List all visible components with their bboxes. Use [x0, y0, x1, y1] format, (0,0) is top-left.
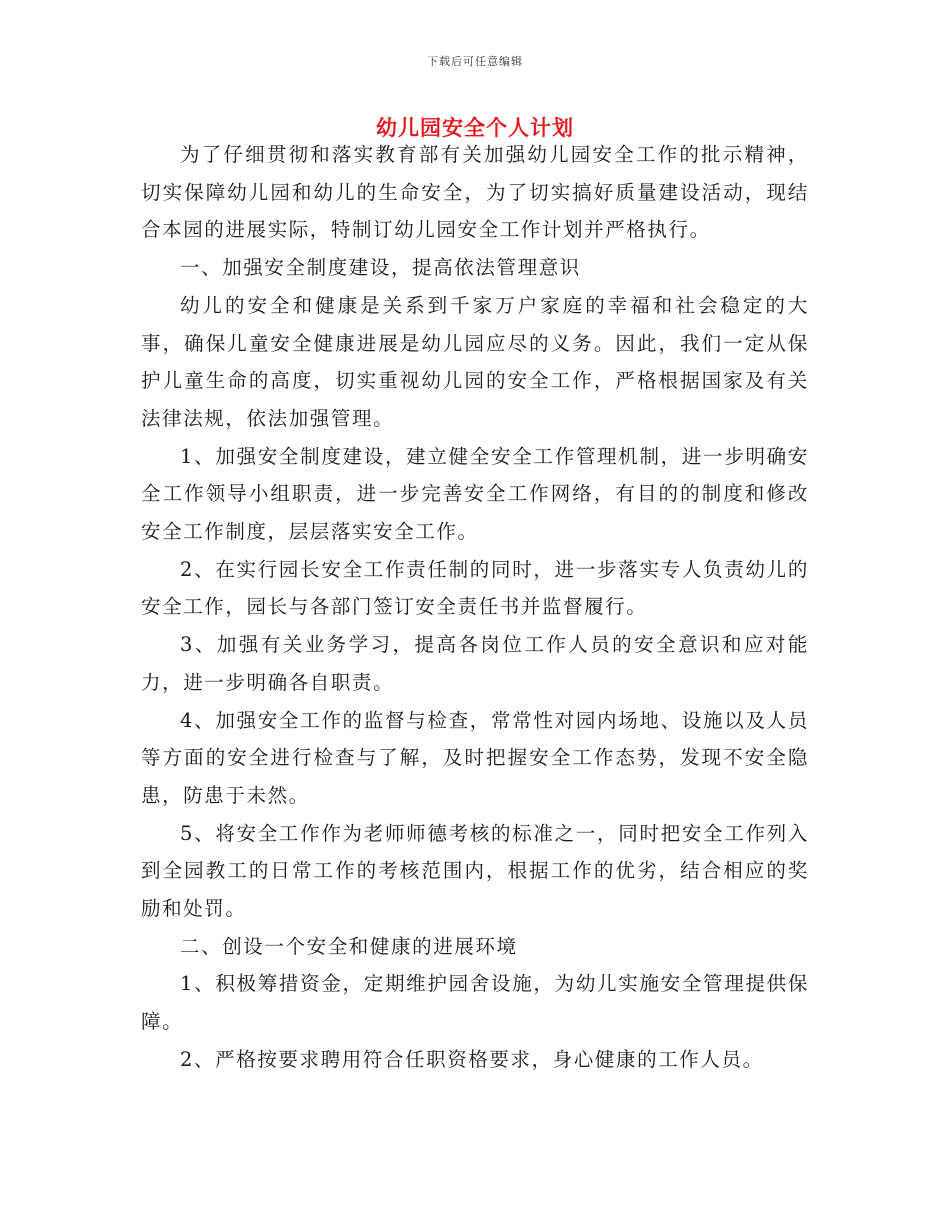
paragraph-intro: 为了仔细贯彻和落实教育部有关加强幼儿园安全工作的批示精神，切实保障幼儿园和幼儿的生命安全，为了切实搞好质量建设活动，现结合本园的进展实际，特制订幼儿园安全工作计划并严格执行。	[141, 143, 809, 242]
list-item: 1、加强安全制度建设，建立健全安全工作管理机制，进一步明确安全工作领导小组职责，进一步完善安全工作网络，有目的的制度和修改安全工作制度，层层落实安全工作。	[141, 444, 809, 544]
list-item: 3、加强有关业务学习，提高各岗位工作人员的安全意识和应对能力，进一步明确各自职责。	[141, 633, 809, 694]
list-item: 4、加强安全工作的监督与检查，常常性对园内场地、设施以及人员等方面的安全进行检查与了解，及时把握安全工作态势，发现不安全隐患，防患于未然。	[141, 708, 809, 807]
document-body	[141, 136, 809, 1079]
document-title: 幼儿园安全个人计划	[376, 115, 574, 140]
list-item: 5、将安全工作作为老师师德考核的标准之一，同时把安全工作列入到全园教工的日常工作的考核范围内，根据工作的优劣，结合相应的奖励和处罚。	[141, 821, 809, 921]
paragraph: 幼儿的安全和健康是关系到千家万户家庭的幸福和社会稳定的大事，确保儿童安全健康进展是幼儿园应尽的义务。因此，我们一定从保护儿童生命的高度，切实重视幼儿园的安全工作，严格根据国家及有关法律法规，依法加强管理。	[141, 293, 809, 430]
list-item: 2、在实行园长安全工作责任制的同时，进一步落实专人负责幼儿的安全工作，园长与各部门签订安全责任书并监督履行。	[141, 557, 809, 619]
section-heading-2: 二、创设一个安全和健康的进展环境	[180, 934, 518, 958]
list-item: 1、积极筹措资金，定期维护园舍设施，为幼儿实施安全管理提供保障。	[141, 972, 809, 1034]
page-header-note: 下载后可任意编辑	[427, 55, 523, 68]
section-heading-1: 一、加强安全制度建设，提高依法管理意识	[180, 256, 581, 280]
list-item: 2、严格按要求聘用符合任职资格要求，身心健康的工作人员。	[180, 1047, 764, 1071]
